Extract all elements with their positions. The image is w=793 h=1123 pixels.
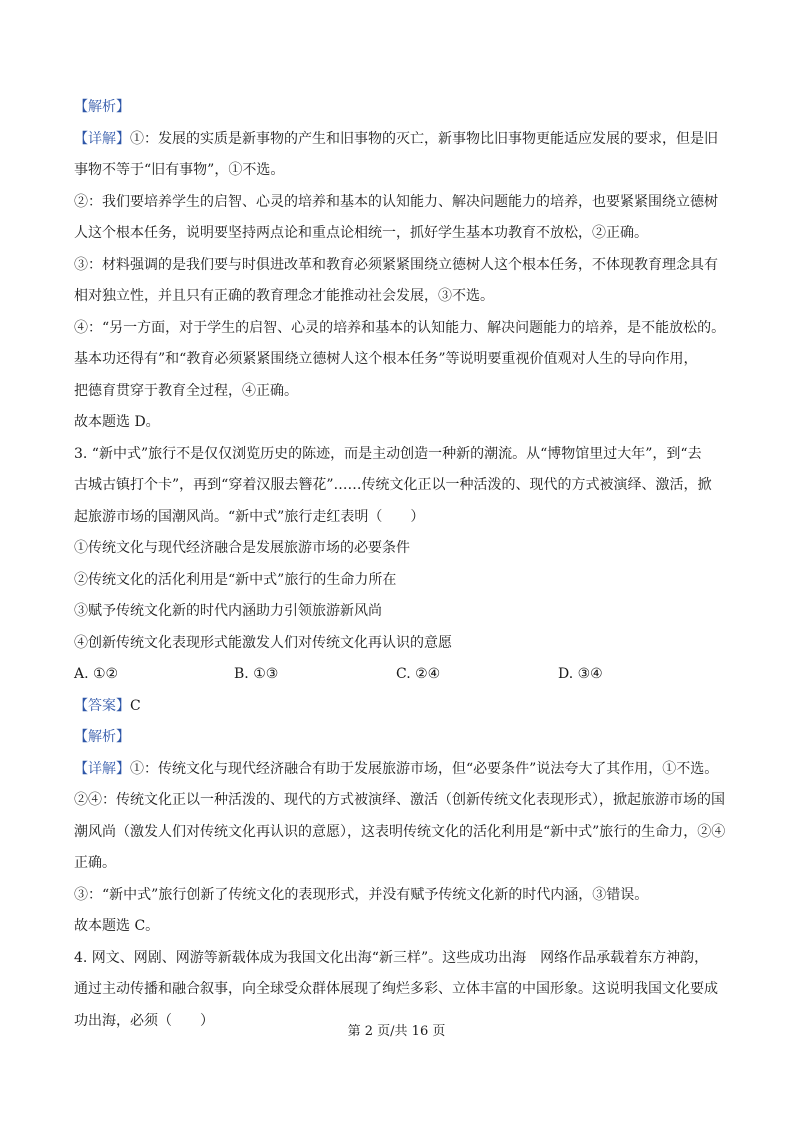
question-stem-line: 4. 网文、网剧、网游等新载体成为我国文化出海“新三样”。这些成功出海 网络作品承载着东方神韵， [74, 949, 709, 966]
answer-line [74, 691, 734, 723]
option-a: A. ①② [74, 666, 119, 682]
statement-item: ③赋予传统文化新的时代内涵助力引领旅游新风尚 [74, 603, 382, 619]
analysis-heading [74, 722, 734, 754]
answer-options [74, 659, 734, 691]
paragraph-line: ④：“另一方面，对于学生的启智、心灵的培养和基本的认知能力、解决问题能力的培养，是不能放松的。 [74, 319, 726, 336]
detail-text: ①：传统文化与现代经济融合有助于发展旅游市场，但“必要条件”说法夸大了其作用，①不选。 [130, 760, 719, 777]
paragraph-line: 相对独立性，并且只有正确的教育理念才能推动社会发展，③不选。 [74, 288, 494, 304]
paragraph-line: 事物不等于“旧有事物”，①不选。 [74, 162, 285, 178]
document-body [74, 92, 734, 1037]
paragraph-line: 把德育贯穿于教育全过程，④正确。 [74, 382, 298, 399]
conclusion-line: 故本题选 D。 [74, 414, 160, 430]
analysis-label: 【解析】 [74, 729, 130, 745]
paragraph-line: ②：我们要培养学生的启智、心灵的培养和基本的认知能力、解决问题能力的培养，也要紧紧围绕立德树 [74, 193, 718, 210]
analysis-heading [74, 92, 734, 124]
detail-text: ①：发展的实质是新事物的产生和旧事物的灭亡，新事物比旧事物更能适应发展的要求，但是旧 [130, 130, 718, 147]
detail-label: 【详解】 [74, 760, 130, 777]
question-stem-line: 功出海，必须（ ） [74, 1012, 214, 1029]
paragraph-line: ②④：传统文化正以一种活泼的、现代的方式被演绎、激活（创新传统文化表现形式），掀起旅游市场的国 [74, 792, 725, 808]
statement-item: ②传统文化的活化利用是“新中式”旅行的生命力所在 [74, 571, 397, 588]
question-stem-line: 3. “新中式”旅行不是仅仅浏览历史的陈迹，而是主动创造一种新的潮流。从“博物馆里过大年”，到“去 [74, 445, 702, 462]
answer-value: C [130, 697, 141, 714]
answer-label: 【答案】 [74, 697, 130, 714]
paragraph-line [74, 124, 734, 156]
option-c: C. ②④ [396, 666, 441, 682]
statement-item: ①传统文化与现代经济融合是发展旅游市场的必要条件 [74, 540, 410, 556]
detail-label: 【详解】 [74, 130, 130, 147]
statement-item: ④创新传统文化表现形式能激发人们对传统文化再认识的意愿 [74, 634, 452, 651]
paragraph-line: 基本功还得有”和“教育必须紧紧围绕立德树人这个根本任务”等说明要重视价值观对人生的导向作用， [74, 351, 698, 367]
paragraph-line: ③：“新中式”旅行创新了传统文化的表现形式，并没有赋予传统文化新的时代内涵，③错误。 [74, 886, 649, 903]
option-b: B. ①③ [234, 666, 279, 682]
paragraph-line: 正确。 [74, 855, 116, 871]
paragraph-line: 人这个根本任务，说明要坚持两点论和重点论相统一，抓好学生基本功教育不放松，②正确。 [74, 225, 648, 241]
option-d: D. ③④ [558, 666, 603, 682]
question-stem-line: 通过主动传播和融合叙事，向全球受众群体展现了绚烂多彩、立体丰富的中国形象。这说明我国文化要成 [74, 981, 718, 997]
paragraph-line: 潮风尚（激发人们对传统文化再认识的意愿），这表明传统文化的活化利用是“新中式”旅行的生命力，②④ [74, 823, 726, 840]
question-stem-line: 起旅游市场的国潮风尚。“新中式”旅行走红表明（ ） [74, 508, 425, 525]
page-number: 第 2 页/共 16 页 [347, 1024, 446, 1039]
paragraph-line [74, 754, 734, 786]
analysis-label: 【解析】 [74, 99, 130, 115]
paragraph-line: ③：材料强调的是我们要与时俱进改革和教育必须紧紧围绕立德树人这个根本任务，不体现教育理念具有 [74, 256, 718, 273]
question-stem-line: 古城古镇打个卡”，再到“穿着汉服去簪花”……传统文化正以一种活泼的、现代的方式被演绎、激活，掀 [74, 477, 712, 493]
conclusion-line: 故本题选 C。 [74, 918, 160, 934]
